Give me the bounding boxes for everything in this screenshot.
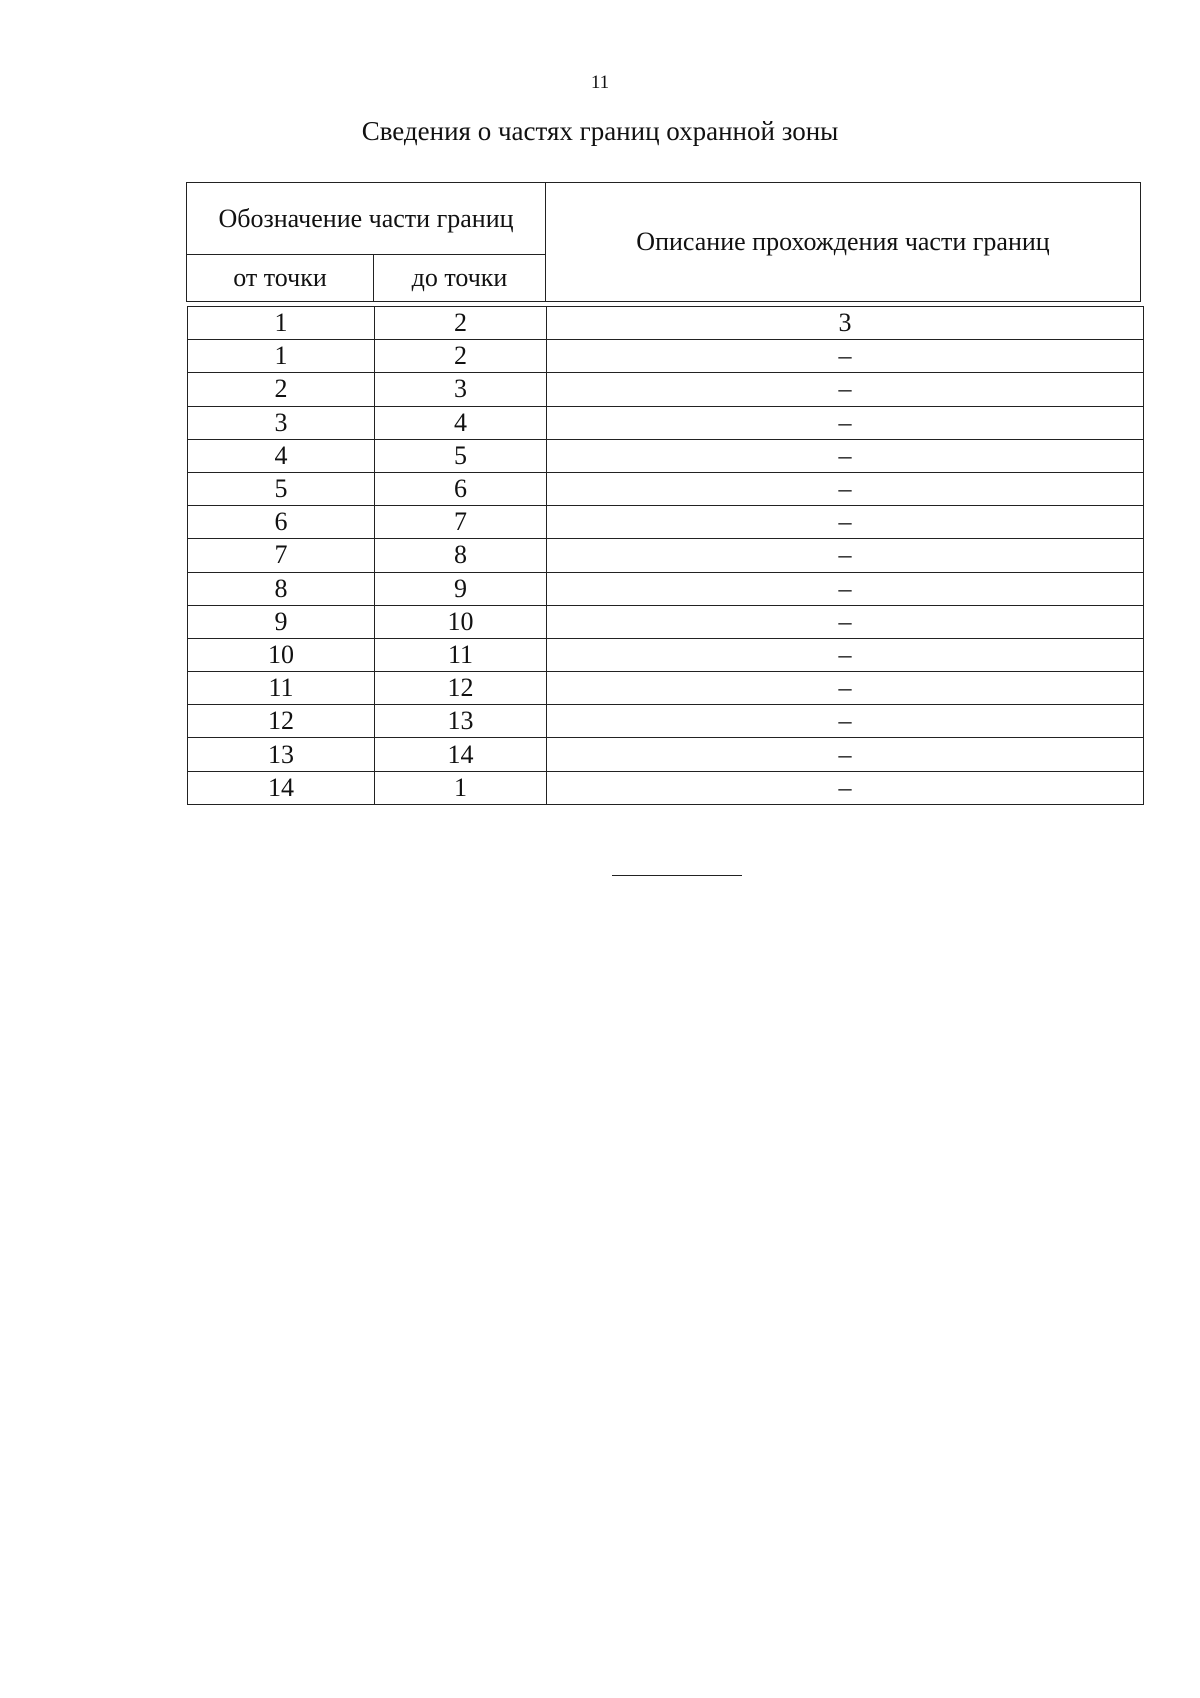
column-number-2: 2 xyxy=(375,307,547,340)
cell-from-point: 7 xyxy=(188,539,375,572)
cell-to-point: 12 xyxy=(375,672,547,705)
column-number-1: 1 xyxy=(188,307,375,340)
cell-to-point: 10 xyxy=(375,605,547,638)
cell-description: – xyxy=(547,506,1144,539)
cell-description: – xyxy=(547,738,1144,771)
cell-description: – xyxy=(547,439,1144,472)
cell-description: – xyxy=(547,539,1144,572)
table-row xyxy=(188,672,1144,705)
end-of-document-line xyxy=(612,875,742,876)
cell-to-point: 3 xyxy=(375,373,547,406)
cell-from-point: 14 xyxy=(188,771,375,804)
cell-from-point: 4 xyxy=(188,439,375,472)
column-number-row xyxy=(188,307,1144,340)
table-row xyxy=(188,472,1144,505)
table-row xyxy=(188,506,1144,539)
cell-from-point: 13 xyxy=(188,738,375,771)
cell-to-point: 4 xyxy=(375,406,547,439)
cell-to-point: 11 xyxy=(375,638,547,671)
cell-to-point: 7 xyxy=(375,506,547,539)
cell-from-point: 10 xyxy=(188,638,375,671)
cell-from-point: 1 xyxy=(188,340,375,373)
cell-to-point: 13 xyxy=(375,705,547,738)
table-header xyxy=(186,182,1141,302)
table-row xyxy=(188,539,1144,572)
cell-to-point: 9 xyxy=(375,572,547,605)
cell-description: – xyxy=(547,472,1144,505)
table-row xyxy=(188,638,1144,671)
cell-description: – xyxy=(547,340,1144,373)
table-row xyxy=(188,705,1144,738)
header-group-label: Обозначение части границ xyxy=(187,183,546,255)
cell-from-point: 11 xyxy=(188,672,375,705)
cell-description: – xyxy=(547,705,1144,738)
cell-from-point: 6 xyxy=(188,506,375,539)
cell-description: – xyxy=(547,771,1144,804)
header-to-label: до точки xyxy=(374,255,546,302)
cell-description: – xyxy=(547,605,1144,638)
cell-to-point: 14 xyxy=(375,738,547,771)
table-row xyxy=(188,572,1144,605)
header-description-label: Описание прохождения части границ xyxy=(546,183,1141,302)
page-number: 11 xyxy=(590,72,610,93)
table-row xyxy=(188,406,1144,439)
cell-from-point: 2 xyxy=(188,373,375,406)
table-row xyxy=(188,605,1144,638)
cell-to-point: 2 xyxy=(375,340,547,373)
cell-description: – xyxy=(547,373,1144,406)
cell-description: – xyxy=(547,638,1144,671)
cell-to-point: 6 xyxy=(375,472,547,505)
cell-from-point: 5 xyxy=(188,472,375,505)
table-row xyxy=(188,373,1144,406)
boundary-parts-table xyxy=(187,306,1144,805)
cell-to-point: 8 xyxy=(375,539,547,572)
cell-to-point: 5 xyxy=(375,439,547,472)
table-row xyxy=(188,340,1144,373)
document-title: Сведения о частях границ охранной зоны xyxy=(361,116,839,146)
header-from-label: от точки xyxy=(187,255,374,302)
cell-description: – xyxy=(547,672,1144,705)
cell-from-point: 8 xyxy=(188,572,375,605)
table-row xyxy=(188,771,1144,804)
column-number-3: 3 xyxy=(547,307,1144,340)
cell-from-point: 3 xyxy=(188,406,375,439)
cell-description: – xyxy=(547,406,1144,439)
cell-from-point: 12 xyxy=(188,705,375,738)
table-row xyxy=(188,738,1144,771)
cell-from-point: 9 xyxy=(188,605,375,638)
cell-description: – xyxy=(547,572,1144,605)
table-row xyxy=(188,439,1144,472)
cell-to-point: 1 xyxy=(375,771,547,804)
